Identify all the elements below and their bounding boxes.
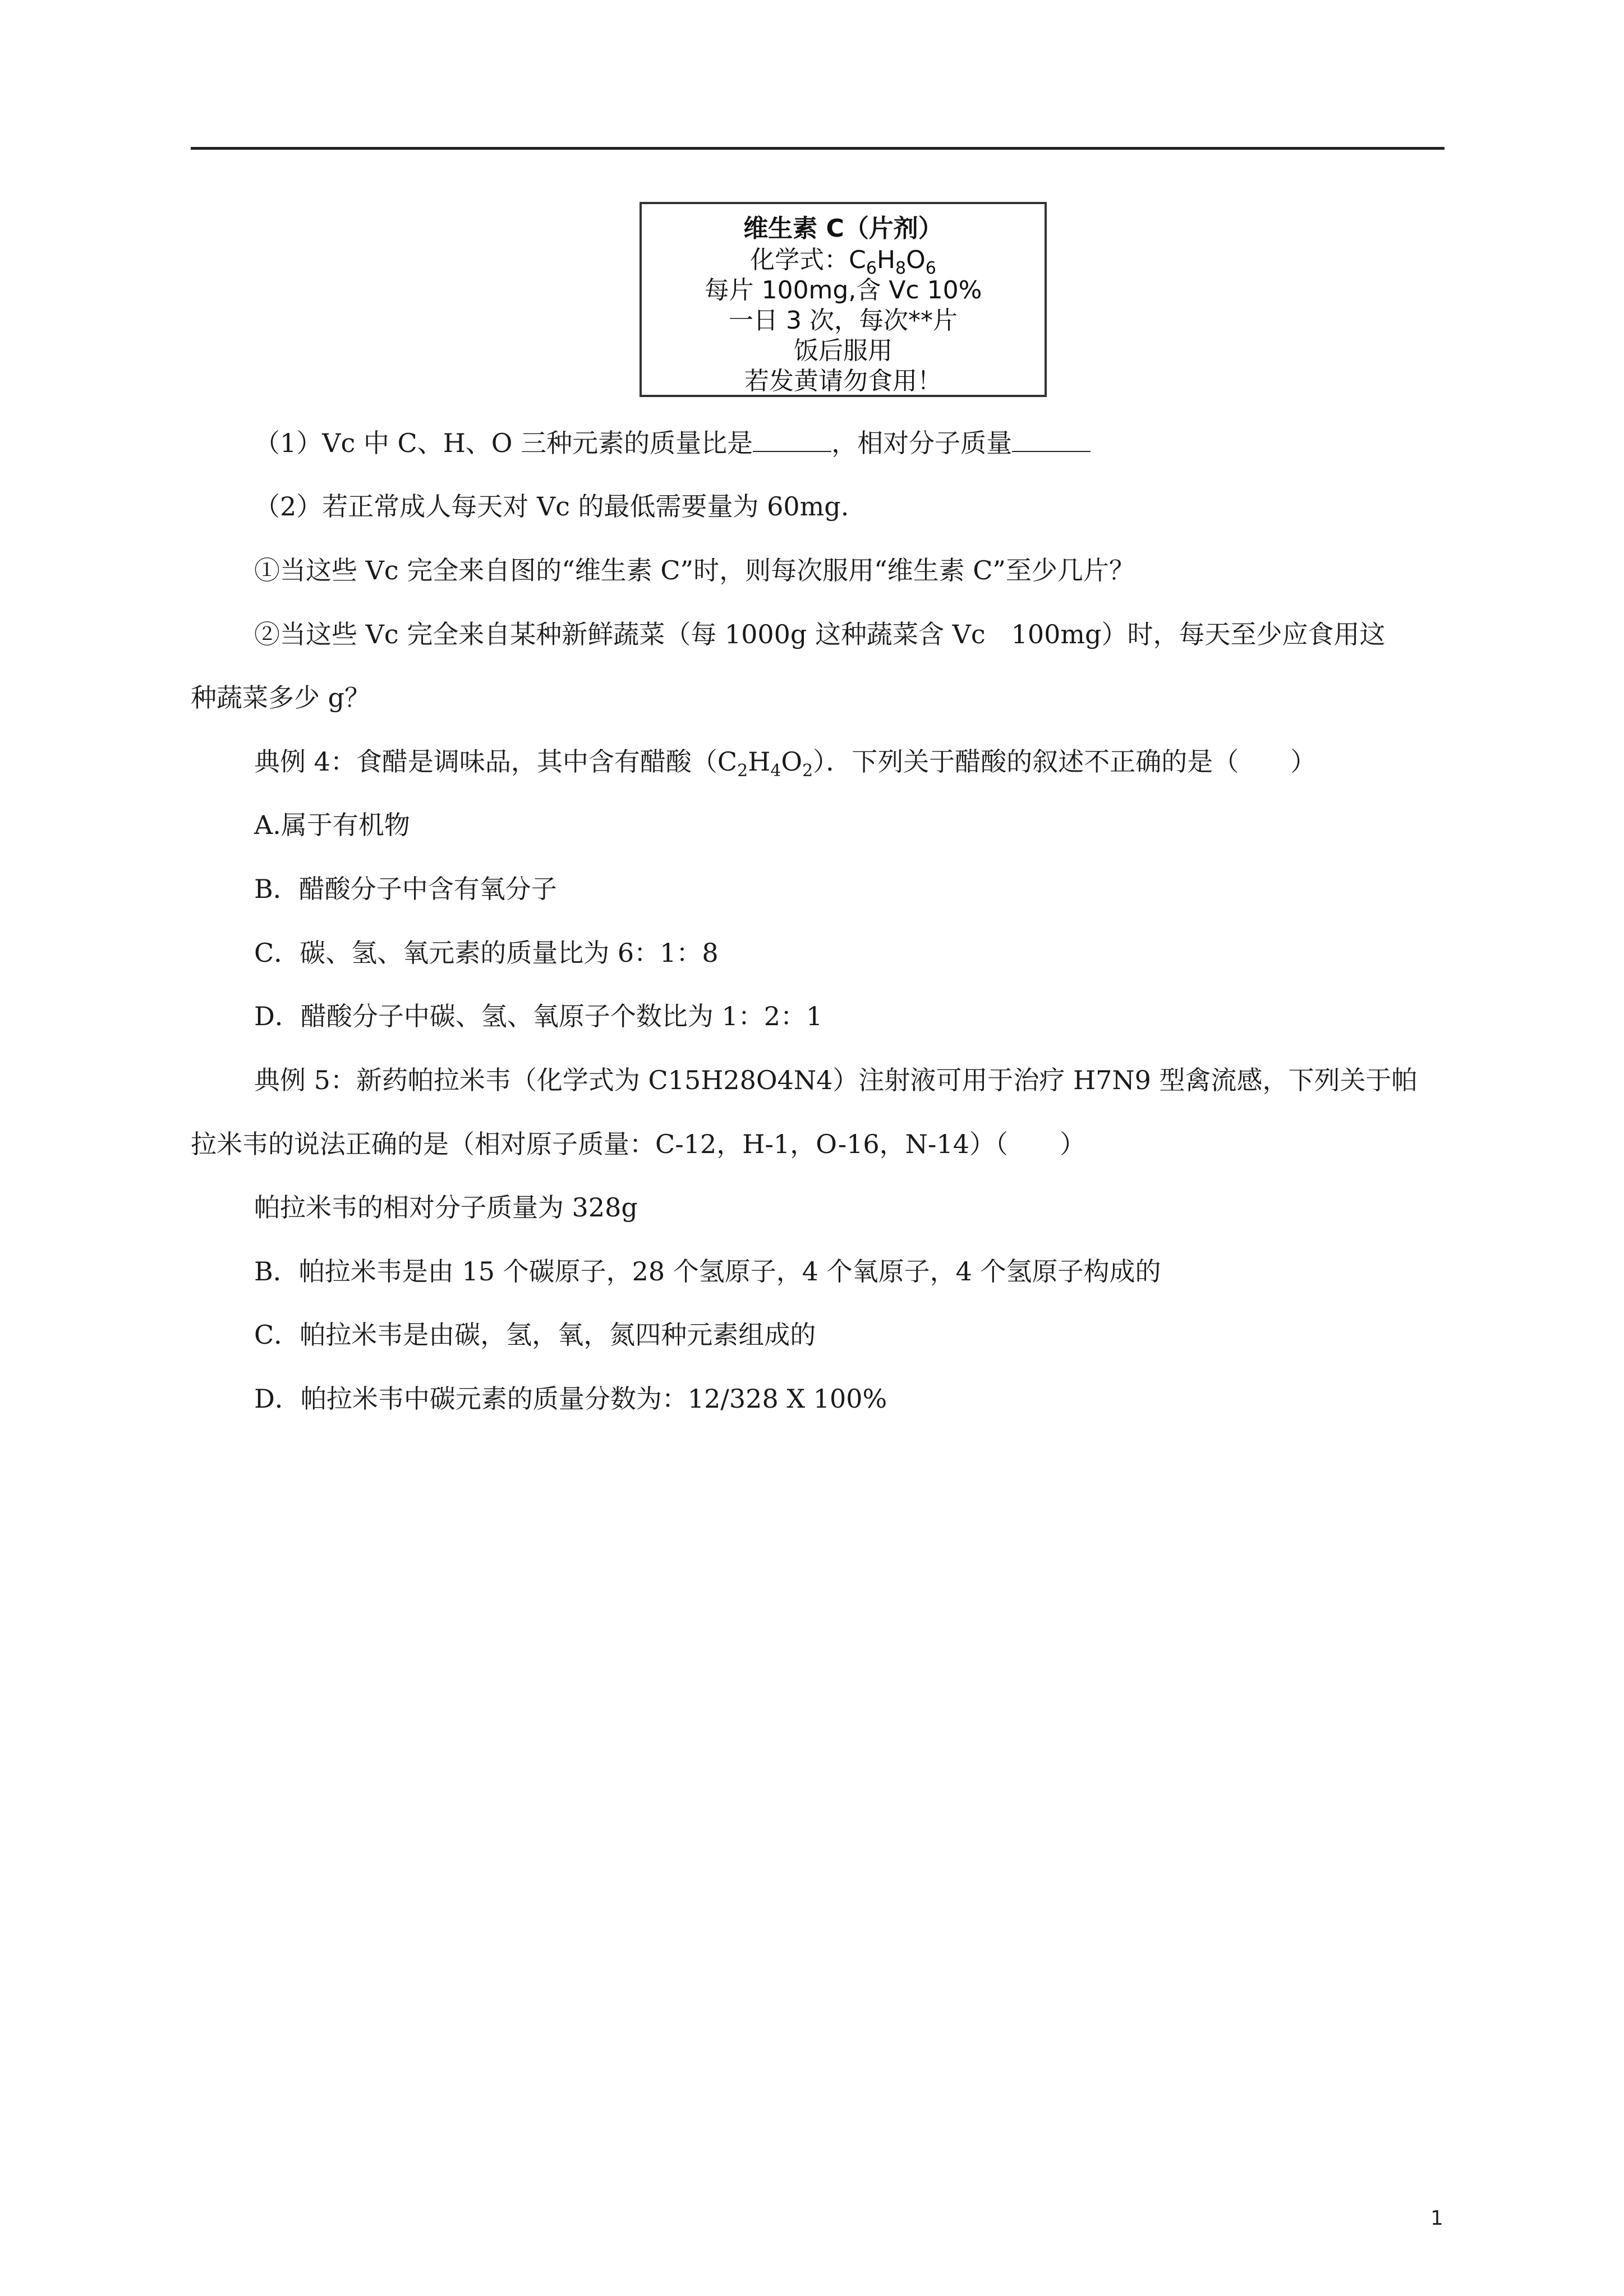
- question-2: （2）若正常成人每天对 Vc 的最低需要量为 60mg.: [254, 491, 849, 522]
- question-1: （1）Vc 中 C、H、O 三种元素的质量比是 ，相对分子质量: [254, 426, 1091, 460]
- label-dose: 每片 100mg,含 Vc 10%: [704, 276, 982, 305]
- example-4-option-a: A.属于有机物: [254, 810, 410, 840]
- header-rule: [191, 147, 1444, 150]
- label-title: 维生素 C（片剂）: [743, 214, 943, 243]
- page-number: 1: [1430, 2207, 1443, 2230]
- answer-blank-molecular-mass: [1012, 428, 1091, 452]
- label-frequency: 一日 3 次，每次**片: [729, 306, 958, 335]
- example-5-option-b: B．帕拉米韦是由 15 个碳原子，28 个氢原子，4 个氧原子，4 个氢原子构成的: [254, 1256, 1161, 1287]
- answer-blank-mass-ratio: [753, 428, 831, 452]
- question-2-1: ①当这些 Vc 完全来自图的“维生素 C”时，则每次服用“维生素 C”至少几片？: [254, 555, 1135, 585]
- example-5-stem-line2: 拉米韦的说法正确的是（相对原子质量：C-12，H-1，O-16，N-14）（ ）: [191, 1129, 1085, 1159]
- example-5-option-c: C．帕拉米韦是由碳，氢，氧，氮四种元素组成的: [254, 1320, 816, 1350]
- example-5-option-d: D．帕拉米韦中碳元素的质量分数为：12/328 X 100%: [254, 1384, 887, 1414]
- vitamin-c-label-image: [640, 202, 1047, 397]
- example-4-option-b: B．醋酸分子中含有氧分子: [254, 874, 557, 904]
- question-2-2-line2: 种蔬菜多少 g？: [191, 683, 371, 713]
- label-timing: 饭后服用: [794, 336, 892, 365]
- example-5-option-a: 帕拉米韦的相对分子质量为 328g: [254, 1192, 638, 1223]
- example-4-option-d: D．醋酸分子中碳、氢、氧原子个数比为 1：2：1: [254, 1001, 823, 1031]
- example-4-option-c: C．碳、氢、氧元素的质量比为 6：1：8: [254, 938, 719, 968]
- label-formula: 化学式：$C_6H_8O_6$: [750, 246, 936, 278]
- example-5-stem-line1: 典例 5：新药帕拉米韦（化学式为 C15H28O4N4）注射液可用于治疗 H7N9 型禽流感，下列关于帕: [254, 1065, 1418, 1095]
- example-4-stem: 典例 4：食醋是调味品，其中含有醋酸$(C_2H_4O_2)$．下列关于醋酸的叙述不正确的是（ ）: [254, 746, 1317, 781]
- question-2-2-line1: ②当这些 Vc 完全来自某种新鲜蔬菜（每 1000g 这种蔬菜含 Vc 100mg）时，每天至少应食用这: [254, 619, 1386, 649]
- label-warning: 若发黄请勿食用！: [744, 367, 942, 395]
